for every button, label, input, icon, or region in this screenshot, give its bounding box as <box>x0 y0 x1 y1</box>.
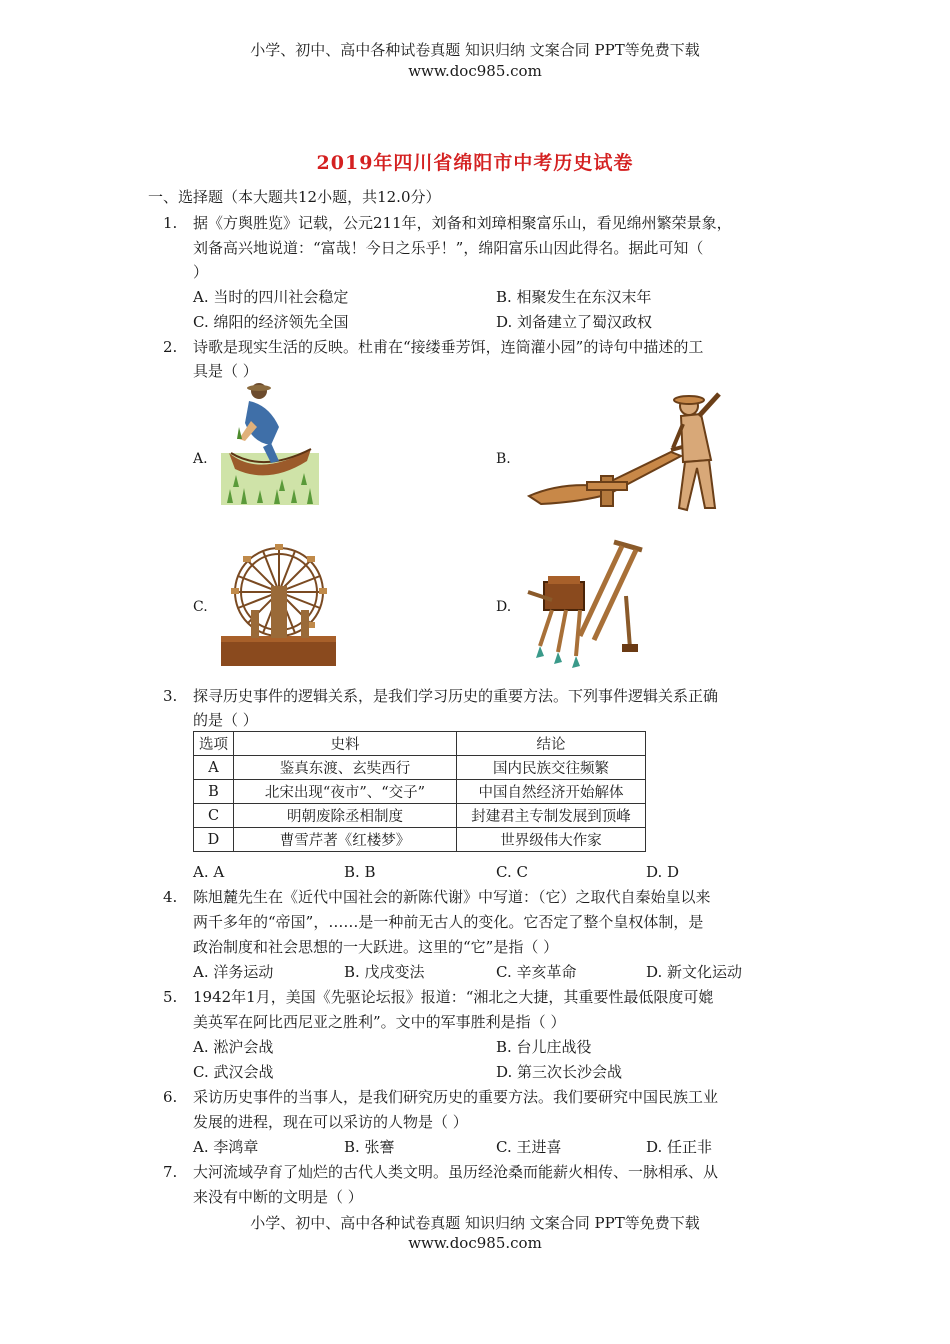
q5-option-b: B. 台儿庄战役 <box>496 1038 592 1056</box>
q6-option-b: B. 张謇 <box>344 1138 395 1156</box>
q4-option-a: A. 洋务运动 <box>193 963 274 981</box>
q2-text-line: 诗歌是现实生活的反映。杜甫在“接缕垂芳饵，连筒灌小园”的诗句中描述的工 <box>193 338 704 356</box>
table-cell: 封建君主专制发展到顶峰 <box>457 804 646 828</box>
table-cell: 北宋出现“夜市”、“交子” <box>234 780 457 804</box>
q6-text-line: 发展的进程，现在可以采访的人物是（ ） <box>193 1113 468 1131</box>
table-header-cell: 选项 <box>194 732 234 756</box>
q4-option-b: B. 戊戌变法 <box>344 963 425 981</box>
q1-option-a: A. 当时的四川社会稳定 <box>193 288 349 306</box>
header-url[interactable]: www.doc985.com <box>408 62 542 80</box>
q3-text-line: 的是（ ） <box>193 711 258 729</box>
q5-option-d: D. 第三次长沙会战 <box>496 1063 623 1081</box>
q7-text-line: 来没有中断的文明是（ ） <box>193 1188 363 1206</box>
q2-label-a: A. <box>193 451 208 467</box>
q4-option-c: C. 辛亥革命 <box>496 963 577 981</box>
q2-label-d: D. <box>496 599 512 615</box>
q6-option-d: D. 任正非 <box>646 1138 713 1156</box>
table-cell: C <box>194 804 234 828</box>
q1-option-b: B. 相聚发生在东汉末年 <box>496 288 652 306</box>
footer-ad-line: 小学、初中、高中各种试卷真题 知识归纳 文案合同 PPT等免费下载 <box>250 1214 700 1232</box>
table-header-cell: 史料 <box>234 732 457 756</box>
q5-option-c: C. 武汉会战 <box>193 1063 274 1081</box>
q5-text-line: 美英军在阿比西尼亚之胜利”。文中的军事胜利是指（ ） <box>193 1013 566 1031</box>
q3-option-d: D. D <box>646 863 680 881</box>
q3-option-c: C. C <box>496 863 528 881</box>
q6-option-c: C. 王进喜 <box>496 1138 562 1156</box>
table-cell: 国内民族交往频繁 <box>457 756 646 780</box>
q1-text-line: ） <box>193 263 209 281</box>
q3-text-line: 探寻历史事件的逻辑关系，是我们学习历史的重要方法。下列事件逻辑关系正确 <box>193 687 719 705</box>
q2-text-line: 具是（ ） <box>193 362 258 380</box>
table-cell: D <box>194 828 234 852</box>
table-cell: 曹雪芹著《红楼梦》 <box>234 828 457 852</box>
q2-label-c: C. <box>193 599 208 615</box>
q4-text-line: 两千多年的“帝国”，……是一种前无古人的变化。它否定了整个皇权体制，是 <box>193 913 704 931</box>
q1-option-d: D. 刘备建立了蜀汉政权 <box>496 313 653 331</box>
q3-table <box>193 731 646 852</box>
table-cell: 鉴真东渡、玄奘西行 <box>234 756 457 780</box>
q5-option-a: A. 淞沪会战 <box>193 1038 274 1056</box>
footer-url[interactable]: www.doc985.com <box>408 1234 542 1252</box>
q1-text-line: 刘备高兴地说道：“富哉！今日之乐乎！”，绵阳富乐山因此得名。据此可知（ <box>193 239 704 257</box>
water-wheel-illustration <box>221 540 336 666</box>
q3-option-a: A. A <box>193 863 225 881</box>
farmer-boat-illustration <box>219 383 321 508</box>
q2-label-b: B. <box>496 451 511 467</box>
table-header-row <box>194 732 646 756</box>
table-cell: 明朝废除丞相制度 <box>234 804 457 828</box>
table-cell: B <box>194 780 234 804</box>
table-row <box>194 828 646 852</box>
q5-number: 5. <box>163 988 178 1006</box>
table-header-cell: 结论 <box>457 732 646 756</box>
q4-number: 4. <box>163 888 178 906</box>
exam-title: 2019年四川省绵阳市中考历史试卷 <box>316 152 634 174</box>
q1-option-c: C. 绵阳的经济领先全国 <box>193 313 349 331</box>
q5-text-line: 1942年1月，美国《先驱论坛报》报道：“湘北之大捷，其重要性最低限度可媲 <box>193 988 714 1006</box>
table-row <box>194 804 646 828</box>
table-row <box>194 780 646 804</box>
q1-text-line: 据《方舆胜览》记载，公元211年，刘备和刘璋相聚富乐山，看见绵州繁荣景象， <box>193 214 732 232</box>
q6-text-line: 采访历史事件的当事人，是我们研究历史的重要方法。我们要研究中国民族工业 <box>193 1088 719 1106</box>
header-ad-line: 小学、初中、高中各种试卷真题 知识归纳 文案合同 PPT等免费下载 <box>250 41 700 59</box>
q4-option-d: D. 新文化运动 <box>646 963 743 981</box>
table-cell: A <box>194 756 234 780</box>
table-row <box>194 756 646 780</box>
q3-option-b: B. B <box>344 863 376 881</box>
table-cell: 中国自然经济开始解体 <box>457 780 646 804</box>
q6-option-a: A. 李鸿章 <box>193 1138 259 1156</box>
table-cell: 世界级伟大作家 <box>457 828 646 852</box>
q4-text-line: 政治制度和社会思想的一大跃进。这里的“它”是指（ ） <box>193 938 559 956</box>
plough-illustration <box>521 390 743 517</box>
q3-number: 3. <box>163 687 178 705</box>
q7-number: 7. <box>163 1163 178 1181</box>
q4-text-line: 陈旭麓先生在《近代中国社会的新陈代谢》中写道：（它）之取代自秦始皇以来 <box>193 888 711 906</box>
q6-number: 6. <box>163 1088 178 1106</box>
section-heading: 一、选择题（本大题共12小题，共12.0分） <box>148 188 441 206</box>
q2-number: 2. <box>163 338 178 356</box>
q1-number: 1. <box>163 214 178 232</box>
seed-drill-illustration <box>522 536 650 669</box>
q7-text-line: 大河流域孕育了灿烂的古代人类文明。虽历经沧桑而能薪火相传、一脉相承、从 <box>193 1163 719 1181</box>
